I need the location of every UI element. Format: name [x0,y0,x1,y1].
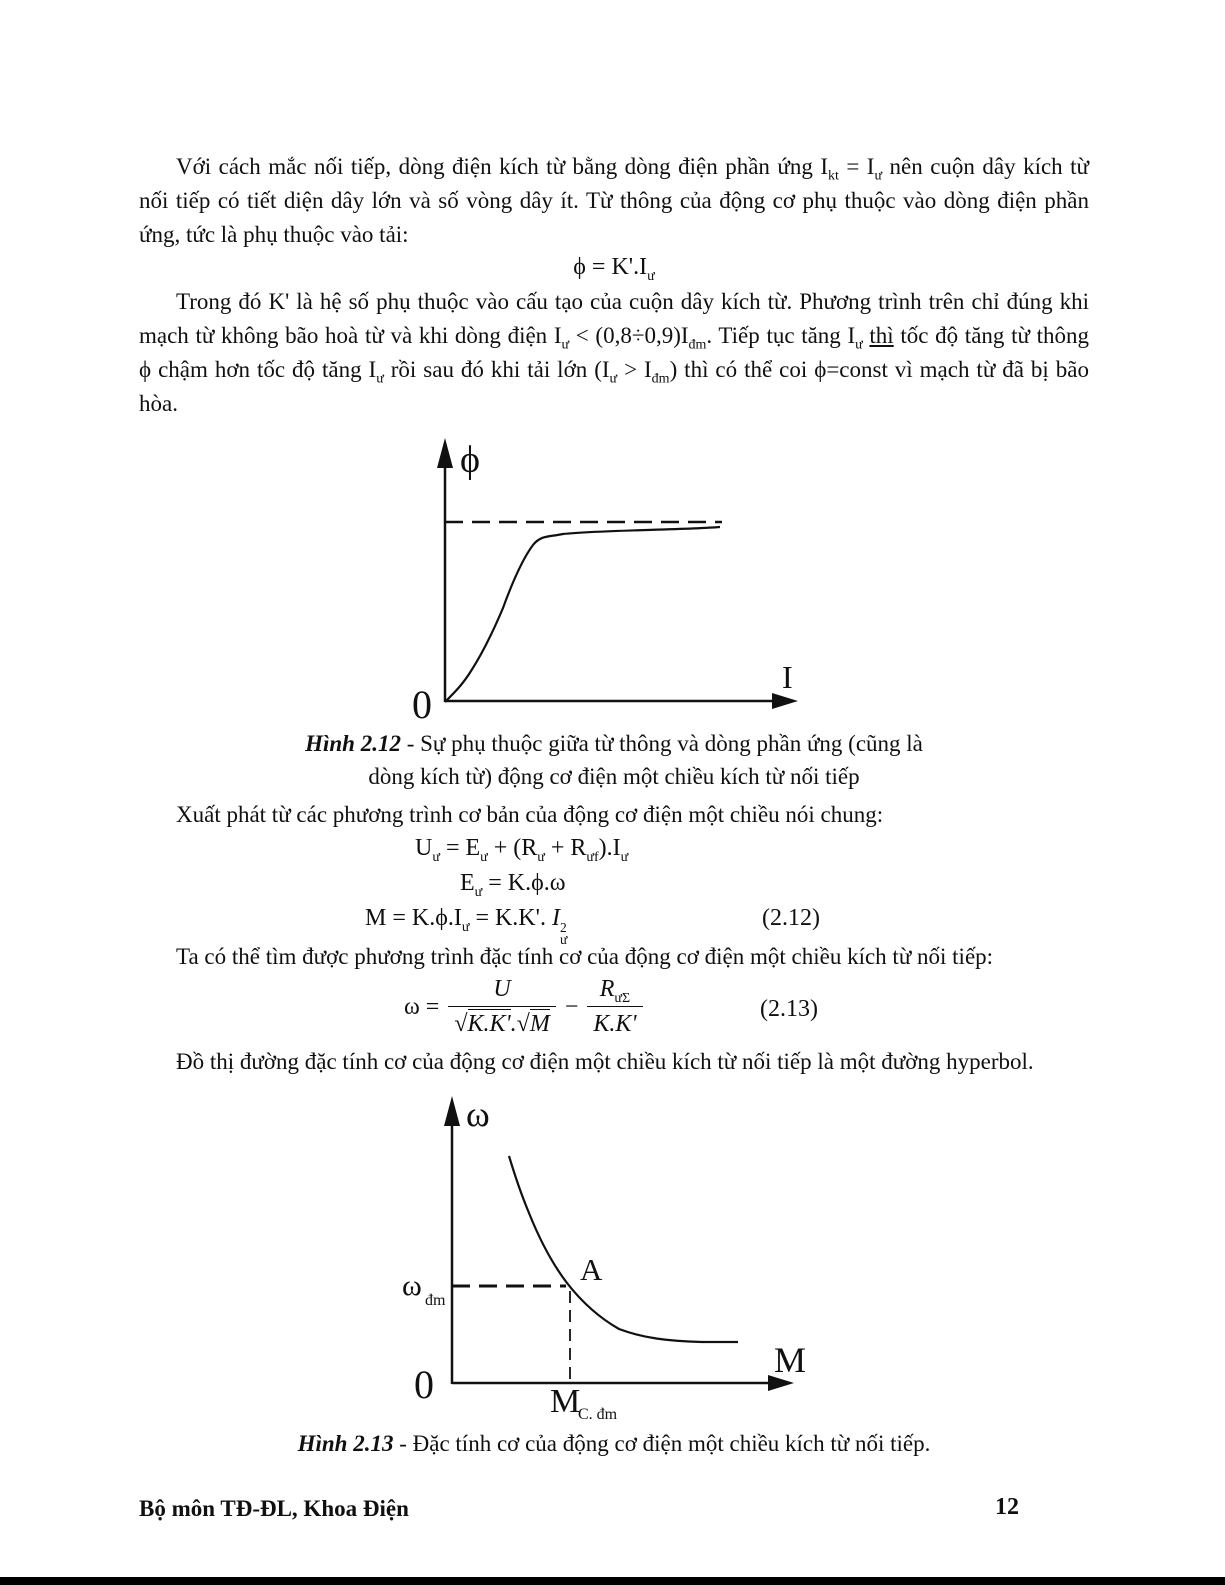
magnetization-curve [445,527,720,702]
paragraph-1-line-2 [139,184,1089,218]
omega-dm-subscript: đm [425,1292,446,1309]
body-text: Với cách mắc nối tiếp, dòng điện kích từ bằng dòng điện phần ứng I [176,154,828,179]
equation-text: E [460,870,475,896]
body-text: ứng, tức là phụ thuộc vào tải: [139,222,409,247]
body-text: > I [617,357,652,382]
radical-sign: √ [454,1011,468,1037]
body-text: Ta có thể tìm được phương trình đặc tính cơ của động cơ điện một chiều kích từ nối tiếp: [176,944,994,969]
subscript: ư [874,168,883,184]
subscript: kt [828,168,839,184]
subscript: ư [474,884,483,900]
subscript: đm [688,337,707,353]
body-text: < (0,8÷0,9)I [569,323,689,348]
equation-2-13-number: (2.13) [760,996,818,1022]
paragraph-1-line-1 [139,150,1089,184]
subscript: ư [480,849,488,865]
subscript: ư [461,919,470,935]
y-axis-label: ω [466,1094,490,1134]
body-text: Trong đó K' là hệ số phụ thuộc vào cấu tạo của cuộn dây kích từ. Phương trình trên chỉ đúng khi [176,289,1089,314]
body-text: tốc độ tăng từ thông [893,323,1089,348]
equation-flux [139,250,1089,284]
body-text: rồi sau đó khi tải lớn (I [383,357,610,382]
equation-text: + R [544,835,587,861]
equation-text: = K.ϕ.ω [482,870,566,896]
point-a-label: A [580,1252,603,1287]
body-text: hòa. [139,391,178,416]
figure-2-13-caption [139,1427,1089,1461]
caption-text: - Đặc tính cơ của động cơ điện một chiều kích từ nối tiếp. [393,1431,931,1456]
paragraph-1-line-3 [139,218,1089,252]
body-text: ϕ chậm hơn tốc độ tăng I [139,357,377,382]
radical-sign: √ [516,1011,530,1037]
paragraph-2-line-3 [139,353,1089,387]
y-axis-arrow-icon [437,438,453,468]
caption-text: dòng kích từ) động cơ điện một chiều kích từ nối tiếp [368,764,860,789]
equation-variable: R [599,976,615,1002]
equation-text: ϕ = K'.I [573,254,648,280]
equation-text: M = K.ϕ.I [365,905,462,931]
caption-number: Hình 2.12 [305,731,401,756]
m-cdm-subscript: C. đm [578,1406,618,1423]
equation-2-12-number: (2.12) [762,905,820,931]
equation-text: = K.K'. [469,905,552,931]
sqrt-term [517,1009,550,1037]
subscript: ưΣ [614,990,631,1006]
equation-lhs: ω = [404,993,440,1020]
radicand: M [529,1011,550,1037]
subscript: ư [432,849,440,865]
fraction-2 [587,974,642,1039]
subscript: ư [559,932,568,947]
body-text: Xuất phát từ các phương trình cơ bản của động cơ điện một chiều nói chung: [176,802,884,827]
sqrt-term [454,1009,510,1037]
fraction-1 [448,974,556,1039]
m-cdm-label: M [550,1383,581,1420]
subscript: ư [561,337,570,353]
subscript: ư [376,371,384,387]
subscript: ưf [586,849,599,865]
body-text: . Tiếp tục tăng I [706,323,856,348]
y-axis-label: ϕ [460,439,481,481]
denominator [448,1006,556,1039]
equation-voltage [415,833,628,863]
underlined-word: thì [869,323,894,348]
subscript: ư [620,849,629,865]
subscript: ư [647,268,655,284]
hyperbola-curve [509,1156,738,1342]
numerator [587,974,642,1006]
equation-variable: I [551,905,560,931]
footer-department: Bộ môn TĐ-ĐL, Khoa Điện [139,1496,409,1521]
paragraph-2-line-1 [139,285,1089,319]
body-text: Đồ thị đường đặc tính cơ của động cơ điện một chiều kích từ nối tiếp là một đường hyperbol. [176,1049,1034,1074]
paragraph-2-line-2 [139,319,1089,353]
caption-number: Hình 2.13 [297,1431,394,1456]
subscript: đm [651,371,670,387]
equation-text: U [415,835,433,861]
paragraph-4 [139,940,1089,974]
paragraph-2-line-4 [139,387,1089,421]
paragraph-5 [139,1045,1089,1079]
y-axis-arrow-icon [444,1096,460,1126]
omega-dm-label: ω [402,1269,422,1302]
x-axis-label: I [782,659,793,695]
page-bottom-edge [0,1577,1225,1585]
x-axis-label: M [774,1340,807,1380]
figure-2-12-caption-line-2 [139,760,1089,794]
subscript: ư [537,849,545,865]
subscript: ư [609,371,618,387]
equation-text: = E [439,835,481,861]
footer-page-number: 12 [995,1494,1019,1520]
equation-text: ).I [598,835,621,861]
figure-2-12-caption-line-1 [139,727,1089,761]
denominator: K.K' [587,1006,642,1039]
minus-sign: − [564,993,579,1020]
superscript: 2 [559,920,567,935]
body-text: nên cuộn dây kích từ [882,154,1089,179]
origin-label: 0 [412,682,432,725]
numerator: U [493,976,511,1002]
equation-speed-characteristic [404,974,643,1039]
subscript: ư [855,337,863,353]
figure-2-13-mechanical-characteristic [390,1090,840,1430]
body-text: nối tiếp có tiết diện dây lớn và số vòng dây ít. Từ thông của động cơ phụ thuộc vào dòng điện phần [139,188,1089,213]
x-axis-arrow-icon [772,693,798,709]
equation-text: + (R [487,835,538,861]
figure-2-12-flux-vs-current [400,425,830,725]
body-text: = I [838,154,875,179]
equation-emf [460,868,566,898]
equation-text: . [510,1011,517,1037]
radicand: K.K' [467,1011,511,1037]
body-text: ) thì có thể coi ϕ=const vì mạch từ đã bị bão [669,357,1089,382]
caption-text: - Sự phụ thuộc giữa từ thông và dòng phần ứng (cũng là [400,731,923,756]
origin-label: 0 [414,1362,434,1407]
body-text: mạch từ không bão hoà từ và khi dòng điện I [139,323,562,348]
paragraph-3 [139,798,1089,832]
